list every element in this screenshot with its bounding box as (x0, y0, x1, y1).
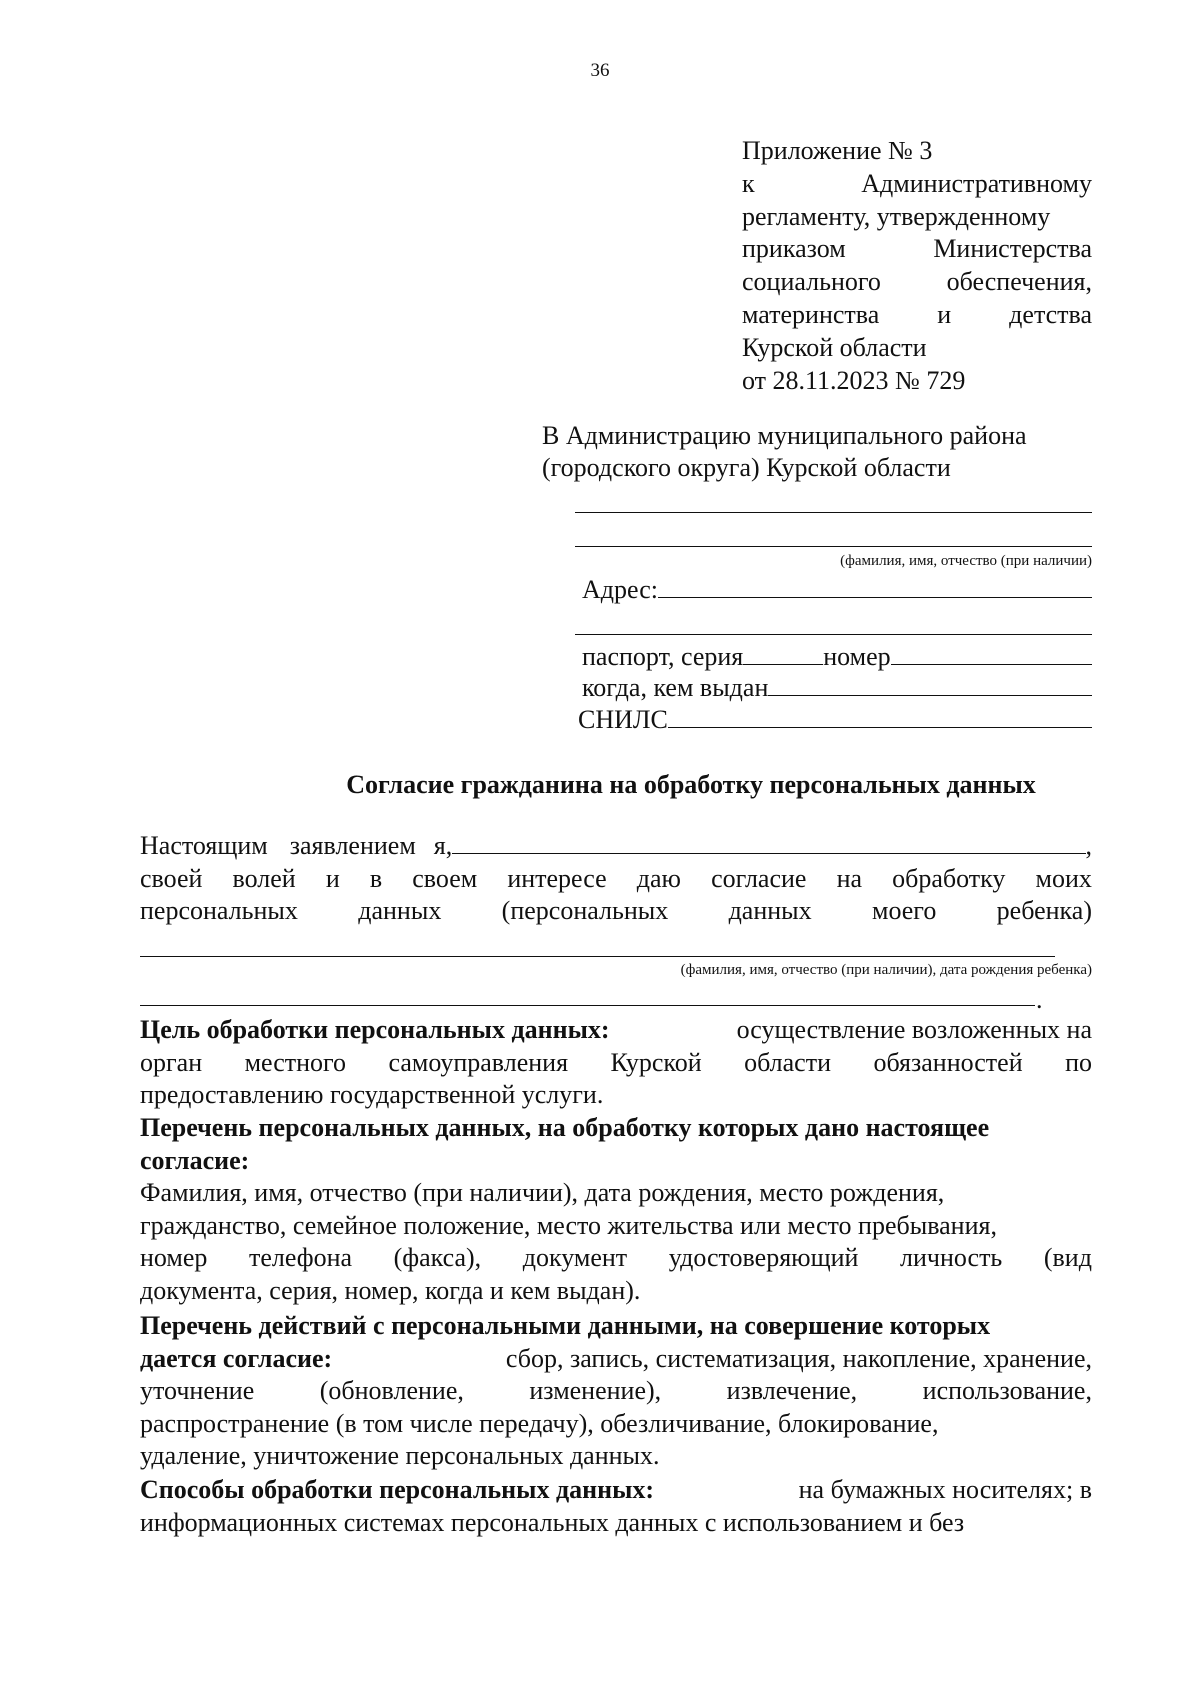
child-name-caption: (фамилия, имя, отчество (при наличии), дата рождения ребенка) (680, 962, 1092, 978)
methods-heading: Способы обработки персональных данных: (140, 1475, 655, 1504)
purpose-heading: Цель обработки персональных данных: (140, 1015, 610, 1044)
intro-word: своей (140, 863, 203, 893)
data-list-section (140, 1112, 1092, 1308)
page-number: 36 (590, 60, 610, 81)
applicant-name-line[interactable] (575, 546, 1092, 547)
actions-line-5: удаление, уничтожение персональных данных. (140, 1441, 660, 1471)
intro-word: интересе (507, 863, 607, 893)
purpose-text: осуществление возложенных на (736, 1015, 1092, 1044)
actions-heading: Перечень действий с персональными данными, на совершение которых (140, 1311, 991, 1340)
actions-section (140, 1310, 1092, 1473)
appendix-line: Курской области (742, 332, 927, 362)
data-list-heading-2 (140, 1145, 1092, 1178)
applicant-fullname-input[interactable] (452, 833, 1085, 854)
appendix-line (742, 233, 1092, 266)
actions-text: сбор, запись, систематизация, накопление, хранение, (505, 1343, 1092, 1373)
data-list-heading: Перечень персональных данных, на обработку которых дано настоящее (140, 1113, 990, 1142)
actions-line-2 (140, 1343, 1092, 1376)
appendix-block (742, 135, 1092, 397)
intro-word: и (325, 863, 340, 893)
intro-word: согласие (711, 863, 807, 893)
data-list-line-1: Фамилия, имя, отчество (при наличии), дата рождения, место рождения, (140, 1178, 945, 1208)
purpose-line-3: предоставлению государственной услуги. (140, 1080, 604, 1110)
address-label: Адрес: (582, 575, 658, 604)
intro-word: своем (412, 863, 478, 893)
appendix-line (742, 299, 1092, 332)
snils-label: СНИЛС (578, 705, 668, 734)
appendix-word: детства (1009, 299, 1092, 329)
passport-series-input[interactable] (743, 644, 823, 665)
intro-word: обработку (892, 863, 1006, 893)
child-end-dot: . (1036, 985, 1043, 1014)
data-list-word: документ (522, 1243, 628, 1273)
appendix-line: регламенту, утвержденному (742, 201, 1051, 231)
intro-word: моего (872, 896, 937, 926)
purpose-section (140, 1014, 1092, 1112)
issued-field (582, 673, 1092, 703)
actions-word: извлечение, (726, 1376, 858, 1406)
intro-word: Настоящим (140, 831, 268, 860)
passport-number-input[interactable] (891, 644, 1092, 665)
data-list-heading-1 (140, 1112, 1092, 1145)
intro-word: на (836, 863, 863, 893)
purpose-word: орган (140, 1047, 203, 1077)
intro-word: в (369, 863, 383, 893)
actions-line-3 (140, 1375, 1092, 1408)
intro-word: ребенка) (996, 896, 1092, 926)
address-second-line[interactable] (575, 634, 1092, 635)
applicant-name-caption: (фамилия, имя, отчество (при наличии) (840, 553, 1092, 569)
child-name-line-2[interactable] (140, 1005, 1035, 1006)
passport-number-label: номер (823, 642, 891, 671)
purpose-word: области (744, 1047, 831, 1077)
data-list-line-2: гражданство, семейное положение, место жительства или место пребывания, (140, 1210, 997, 1240)
appendix-word: Административному (861, 168, 1092, 198)
consent-intro (140, 830, 1092, 928)
appendix-word: и (937, 299, 952, 329)
actions-word: использование, (922, 1376, 1092, 1406)
appendix-word: материнства (742, 299, 880, 329)
address-input[interactable] (658, 577, 1092, 598)
snils-field (578, 705, 1092, 735)
addressee-line: (городского округа) Курской области (542, 453, 951, 482)
data-list-heading: согласие: (140, 1145, 250, 1175)
appendix-line (742, 168, 1092, 201)
appendix-word: приказом (742, 234, 846, 264)
intro-word: данных (728, 896, 812, 926)
actions-word: изменение), (529, 1376, 662, 1406)
intro-word: я, (433, 831, 453, 860)
methods-line-2: информационных системах персональных данных с использованием и без (140, 1507, 965, 1537)
issued-input[interactable] (768, 675, 1092, 696)
appendix-word: Министерства (933, 234, 1092, 264)
purpose-word: местного (244, 1047, 347, 1077)
actions-line-4: распространение (в том числе передачу), обезличивание, блокирование, (140, 1408, 939, 1438)
intro-word: данных (358, 896, 442, 926)
purpose-word: обязанностей (873, 1047, 1023, 1077)
appendix-line (742, 266, 1092, 299)
data-list-word: (факса), (393, 1243, 482, 1273)
addressee-block (542, 420, 1092, 484)
purpose-word: по (1065, 1047, 1092, 1077)
document-title: Согласие гражданина на обработку персональных данных (346, 770, 1036, 799)
appendix-word: обеспечения, (946, 267, 1092, 297)
intro-word: моих (1035, 863, 1092, 893)
data-list-word: телефона (248, 1243, 353, 1273)
passport-series-label: паспорт, серия (582, 642, 744, 671)
intro-word: (персональных (501, 896, 669, 926)
actions-heading: дается согласие: (140, 1343, 333, 1373)
intro-word: заявлением (289, 831, 416, 860)
issued-label: когда, кем выдан (582, 673, 769, 702)
intro-word: даю (636, 863, 681, 893)
address-field (582, 575, 1092, 605)
appendix-word: к (742, 168, 755, 198)
methods-line-1 (140, 1474, 1092, 1507)
actions-heading-1 (140, 1310, 1092, 1343)
data-list-line-4: документа, серия, номер, когда и кем выдан). (140, 1275, 641, 1305)
intro-word: волей (232, 863, 296, 893)
purpose-line-1 (140, 1014, 1092, 1047)
appendix-word: социального (742, 267, 881, 297)
purpose-line-2 (140, 1047, 1092, 1080)
intro-comma: , (1085, 831, 1092, 860)
snils-input[interactable] (668, 707, 1092, 728)
data-list-line-3 (140, 1242, 1092, 1275)
actions-word: (обновление, (319, 1376, 464, 1406)
data-list-word: номер (140, 1243, 208, 1273)
addressee-line: В Администрацию муниципального района (542, 421, 1027, 450)
appendix-line: Приложение № 3 (742, 136, 933, 165)
purpose-word: Курской (610, 1047, 702, 1077)
purpose-word: самоуправления (388, 1047, 569, 1077)
data-list-word: (вид (1043, 1243, 1092, 1273)
data-list-word: удостоверяющий (668, 1243, 859, 1273)
intro-word: персональных (140, 896, 298, 926)
passport-field (582, 642, 1092, 672)
appendix-line: от 28.11.2023 № 729 (742, 365, 966, 395)
applicant-name-line[interactable] (575, 512, 1092, 513)
child-name-line[interactable] (140, 956, 1055, 957)
methods-section (140, 1474, 1092, 1539)
data-list-word: личность (900, 1243, 1003, 1273)
intro-line-3 (140, 895, 1092, 928)
methods-text: на бумажных носителях; в (798, 1475, 1092, 1504)
actions-word: уточнение (140, 1376, 255, 1406)
intro-line-1 (140, 830, 1092, 863)
intro-line-2 (140, 863, 1092, 896)
